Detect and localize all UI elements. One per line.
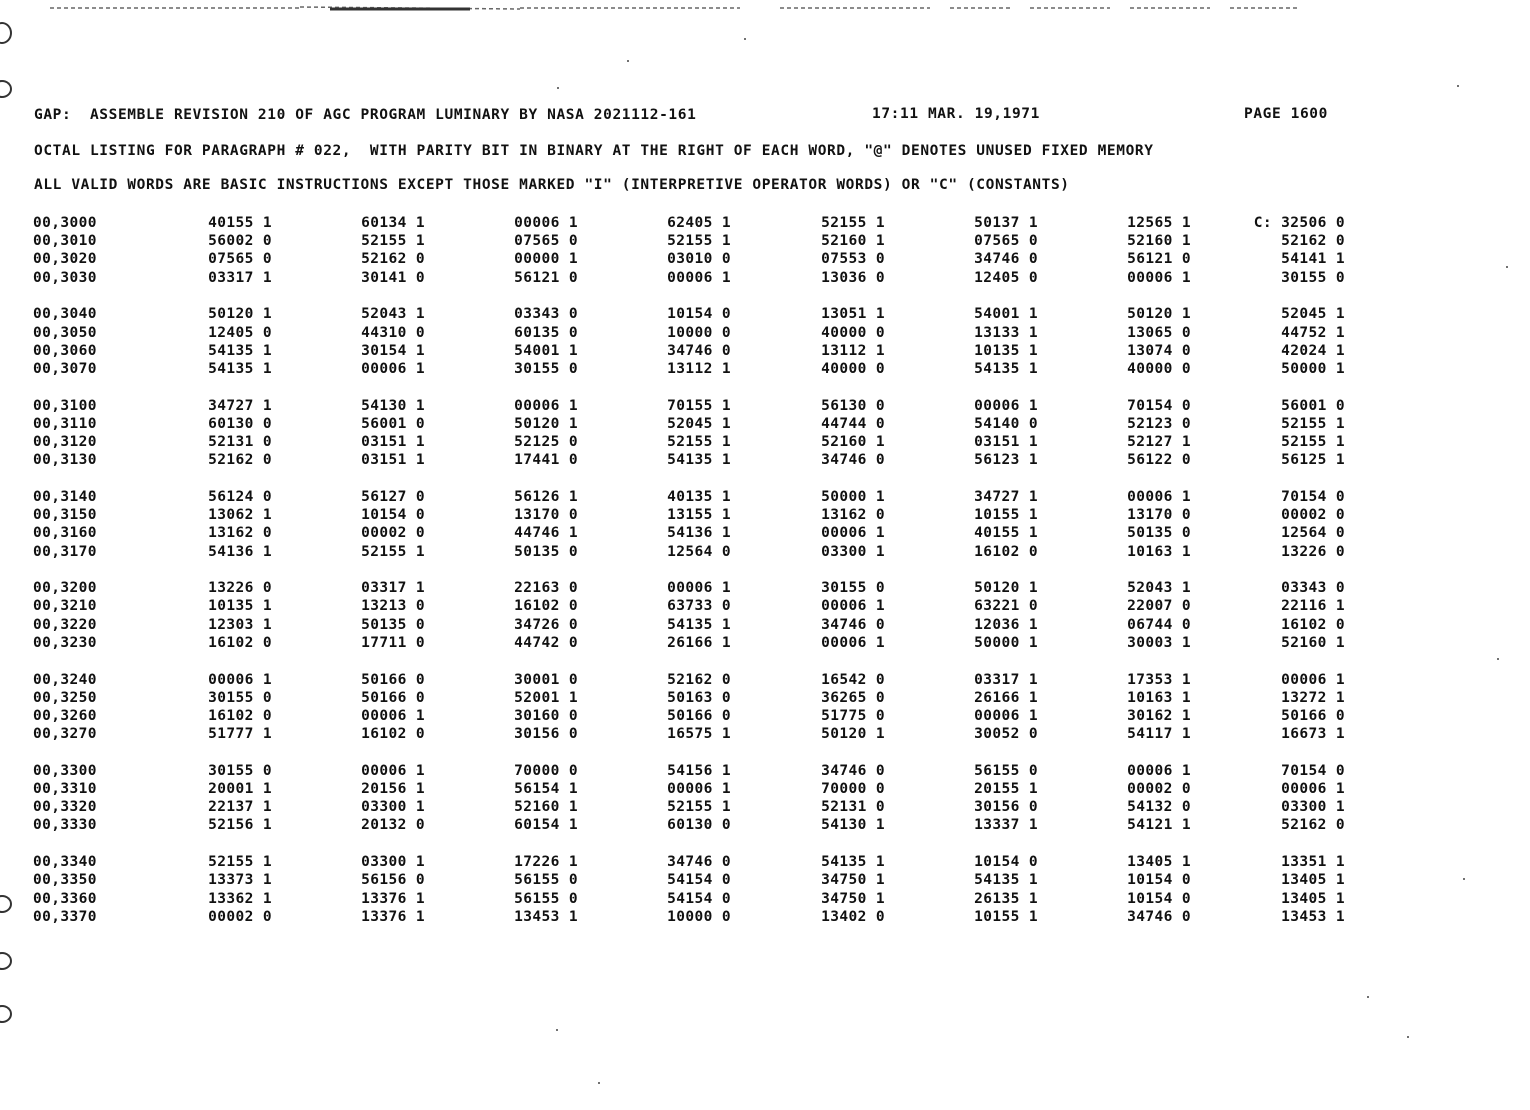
octal-word: 34746 0 <box>974 251 1038 268</box>
octal-word: 54136 1 <box>667 525 731 542</box>
octal-word: 34746 0 <box>1127 908 1191 925</box>
octal-word: 70154 0 <box>1281 488 1345 505</box>
octal-word: 13405 1 <box>1127 854 1191 871</box>
row-address: 00,3360 <box>33 890 97 907</box>
octal-word: 20001 1 <box>208 781 272 797</box>
octal-word: 13133 1 <box>974 324 1038 341</box>
octal-word: 13074 0 <box>1127 342 1191 359</box>
octal-word: 56121 0 <box>1127 251 1191 268</box>
octal-word: 16102 0 <box>514 598 578 615</box>
octal-word: 13405 1 <box>1281 890 1345 907</box>
octal-word: 30155 0 <box>208 689 272 706</box>
octal-word: 56156 0 <box>361 872 425 889</box>
octal-word: 10154 0 <box>361 507 425 524</box>
octal-word: 56124 0 <box>208 488 272 505</box>
octal-word: 00006 1 <box>821 525 885 542</box>
octal-word: 30154 1 <box>361 342 425 359</box>
octal-word: 13226 0 <box>1281 543 1345 560</box>
octal-word: 50166 0 <box>361 689 425 706</box>
octal-word: 52160 1 <box>821 233 885 250</box>
octal-word: 34746 0 <box>667 342 731 359</box>
row-address: 00,3120 <box>33 434 97 450</box>
octal-word: 50120 1 <box>974 580 1038 597</box>
octal-word: C: 32506 0 <box>1253 215 1345 231</box>
row-address: 00,3370 <box>33 908 97 925</box>
octal-word: 40135 1 <box>667 488 731 505</box>
octal-word: 00002 0 <box>1281 507 1345 524</box>
octal-word: 44752 1 <box>1281 324 1345 341</box>
octal-word: 16102 0 <box>208 634 272 651</box>
octal-word: 70154 0 <box>1281 762 1345 779</box>
octal-word: 10135 1 <box>208 598 272 615</box>
octal-word: 00006 1 <box>514 397 578 414</box>
octal-word: 50000 1 <box>974 634 1038 651</box>
octal-word: 36265 0 <box>821 689 885 706</box>
octal-word: 50000 1 <box>1281 360 1345 377</box>
octal-word: 56155 0 <box>974 762 1038 779</box>
octal-word: 03300 1 <box>361 799 425 816</box>
octal-word: 10155 1 <box>974 507 1038 524</box>
octal-word: 00006 1 <box>1127 488 1191 505</box>
octal-word: 10135 1 <box>974 342 1038 359</box>
octal-word: 52160 1 <box>1281 634 1345 651</box>
octal-word: 52045 1 <box>667 415 731 432</box>
octal-word: 00006 1 <box>1127 269 1191 286</box>
octal-word: 54135 1 <box>667 616 731 633</box>
octal-word: 40155 1 <box>974 525 1038 542</box>
octal-word: 34746 0 <box>821 762 885 779</box>
octal-word: 12564 0 <box>667 543 731 560</box>
octal-word: 56125 1 <box>1281 452 1345 469</box>
octal-word: 13155 1 <box>667 507 731 524</box>
octal-word: 13112 1 <box>821 342 885 359</box>
octal-word: 54135 1 <box>974 872 1038 889</box>
octal-word: 17711 0 <box>361 634 425 651</box>
octal-word: 03317 1 <box>974 671 1038 688</box>
octal-word: 34746 0 <box>821 616 885 633</box>
octal-word: 13170 0 <box>514 507 578 524</box>
octal-word: 52125 0 <box>514 434 578 450</box>
octal-word: 34750 1 <box>821 872 885 889</box>
octal-word: 00002 0 <box>1127 781 1191 797</box>
octal-word: 13337 1 <box>974 817 1038 834</box>
octal-word: 16575 1 <box>667 726 731 743</box>
octal-word: 13351 1 <box>1281 854 1345 871</box>
row-address: 00,3300 <box>33 762 97 779</box>
octal-word: 30155 0 <box>514 360 578 377</box>
octal-word: 52155 1 <box>667 799 731 816</box>
row-address: 00,3240 <box>33 671 97 688</box>
octal-word: 10163 1 <box>1127 689 1191 706</box>
octal-word: 00006 1 <box>361 707 425 724</box>
octal-word: 07565 0 <box>974 233 1038 250</box>
octal-word: 50120 1 <box>1127 306 1191 323</box>
row-address: 00,3000 <box>33 215 97 231</box>
octal-word: 20155 1 <box>974 781 1038 797</box>
row-address: 00,3110 <box>33 415 97 432</box>
octal-word: 60130 0 <box>667 817 731 834</box>
octal-word: 12405 0 <box>974 269 1038 286</box>
octal-word: 56130 0 <box>821 397 885 414</box>
row-address: 00,3200 <box>33 580 97 597</box>
octal-word: 22007 0 <box>1127 598 1191 615</box>
octal-word: 62405 1 <box>667 215 731 231</box>
octal-word: 13376 1 <box>361 890 425 907</box>
octal-word: 54121 1 <box>1127 817 1191 834</box>
octal-word: 54135 1 <box>208 360 272 377</box>
octal-word: 00006 1 <box>667 269 731 286</box>
octal-word: 44310 0 <box>361 324 425 341</box>
octal-word: 13213 0 <box>361 598 425 615</box>
header-listing-description: OCTAL LISTING FOR PARAGRAPH # 022, WITH PARITY BIT IN BINARY AT THE RIGHT OF EACH WORD, "@" DENOTES UNUSED FIXED MEMORY <box>34 143 1154 159</box>
row-address: 00,3250 <box>33 689 97 706</box>
row-address: 00,3150 <box>33 507 97 524</box>
octal-word: 07565 0 <box>208 251 272 268</box>
octal-word: 50120 1 <box>821 726 885 743</box>
octal-word: 30156 0 <box>514 726 578 743</box>
octal-word: 00006 1 <box>361 762 425 779</box>
octal-word: 13453 1 <box>514 908 578 925</box>
octal-word: 13062 1 <box>208 507 272 524</box>
octal-word: 30155 0 <box>821 580 885 597</box>
octal-word: 52160 1 <box>514 799 578 816</box>
octal-word: 03151 1 <box>974 434 1038 450</box>
octal-word: 63733 0 <box>667 598 731 615</box>
octal-word: 03300 1 <box>361 854 425 871</box>
header-timestamp: 17:11 MAR. 19,1971 <box>872 106 1040 122</box>
octal-word: 52131 0 <box>821 799 885 816</box>
octal-word: 03010 0 <box>667 251 731 268</box>
octal-word: 22163 0 <box>514 580 578 597</box>
row-address: 00,3220 <box>33 616 97 633</box>
octal-word: 07565 0 <box>514 233 578 250</box>
octal-word: 12565 1 <box>1127 215 1191 231</box>
octal-word: 54154 0 <box>667 872 731 889</box>
octal-word: 56127 0 <box>361 488 425 505</box>
octal-word: 52162 0 <box>361 251 425 268</box>
octal-word: 70000 0 <box>514 762 578 779</box>
octal-word: 52160 1 <box>1127 233 1191 250</box>
octal-word: 54136 1 <box>208 543 272 560</box>
octal-word: 40000 0 <box>821 360 885 377</box>
octal-word: 63221 0 <box>974 598 1038 615</box>
octal-word: 52155 1 <box>1281 415 1345 432</box>
octal-word: 30052 0 <box>974 726 1038 743</box>
octal-word: 50137 1 <box>974 215 1038 231</box>
octal-word: 13376 1 <box>361 908 425 925</box>
octal-word: 52162 0 <box>667 671 731 688</box>
octal-word: 12303 1 <box>208 616 272 633</box>
octal-word: 00006 1 <box>821 634 885 651</box>
octal-word: 52162 0 <box>1281 233 1345 250</box>
octal-word: 60130 0 <box>208 415 272 432</box>
octal-word: 30160 0 <box>514 707 578 724</box>
row-address: 00,3040 <box>33 306 97 323</box>
octal-word: 13402 0 <box>821 908 885 925</box>
octal-word: 52127 1 <box>1127 434 1191 450</box>
octal-word: 06744 0 <box>1127 616 1191 633</box>
octal-word: 26166 1 <box>667 634 731 651</box>
octal-word: 60154 1 <box>514 817 578 834</box>
row-address: 00,3050 <box>33 324 97 341</box>
octal-word: 13453 1 <box>1281 908 1345 925</box>
octal-word: 17353 1 <box>1127 671 1191 688</box>
octal-word: 56001 0 <box>1281 397 1345 414</box>
octal-word: 03343 0 <box>514 306 578 323</box>
octal-word: 34727 1 <box>974 488 1038 505</box>
octal-word: 10154 0 <box>974 854 1038 871</box>
octal-word: 56126 1 <box>514 488 578 505</box>
octal-word: 03300 1 <box>821 543 885 560</box>
row-address: 00,3350 <box>33 872 97 889</box>
octal-word: 10154 0 <box>1127 890 1191 907</box>
octal-word: 00006 1 <box>667 580 731 597</box>
row-address: 00,3330 <box>33 817 97 834</box>
octal-word: 10000 0 <box>667 324 731 341</box>
octal-word: 54140 0 <box>974 415 1038 432</box>
octal-word: 13051 1 <box>821 306 885 323</box>
octal-word: 13170 0 <box>1127 507 1191 524</box>
row-address: 00,3260 <box>33 707 97 724</box>
octal-word: 30003 1 <box>1127 634 1191 651</box>
octal-word: 50166 0 <box>1281 707 1345 724</box>
octal-word: 52123 0 <box>1127 415 1191 432</box>
row-address: 00,3100 <box>33 397 97 414</box>
octal-word: 50120 1 <box>514 415 578 432</box>
octal-word: 40000 0 <box>821 324 885 341</box>
octal-word: 16542 0 <box>821 671 885 688</box>
octal-word: 54130 1 <box>361 397 425 414</box>
octal-word: 42024 1 <box>1281 342 1345 359</box>
octal-word: 00006 1 <box>1281 781 1345 797</box>
octal-word: 10155 1 <box>974 908 1038 925</box>
octal-word: 54156 1 <box>667 762 731 779</box>
octal-word: 12405 0 <box>208 324 272 341</box>
octal-word: 13036 0 <box>821 269 885 286</box>
octal-word: 17226 1 <box>514 854 578 871</box>
octal-word: 52162 0 <box>208 452 272 469</box>
octal-word: 50166 0 <box>361 671 425 688</box>
octal-word: 54135 1 <box>667 452 731 469</box>
octal-word: 52160 1 <box>821 434 885 450</box>
octal-word: 00006 1 <box>974 707 1038 724</box>
octal-word: 10154 0 <box>667 306 731 323</box>
octal-word: 03151 1 <box>361 452 425 469</box>
octal-word: 56154 1 <box>514 781 578 797</box>
octal-word: 44742 0 <box>514 634 578 651</box>
octal-word: 54154 0 <box>667 890 731 907</box>
octal-word: 54001 1 <box>514 342 578 359</box>
octal-word: 50166 0 <box>667 707 731 724</box>
octal-word: 20132 0 <box>361 817 425 834</box>
octal-word: 16673 1 <box>1281 726 1345 743</box>
octal-word: 00006 1 <box>821 598 885 615</box>
octal-word: 52043 1 <box>1127 580 1191 597</box>
octal-word: 20156 1 <box>361 781 425 797</box>
octal-word: 54135 1 <box>208 342 272 359</box>
octal-word: 03317 1 <box>208 269 272 286</box>
octal-word: 13362 1 <box>208 890 272 907</box>
header-legend: ALL VALID WORDS ARE BASIC INSTRUCTIONS EXCEPT THOSE MARKED "I" (INTERPRETIVE OPERATOR WORDS) OR "C" (CONSTANTS) <box>34 177 1070 193</box>
octal-word: 56155 0 <box>514 890 578 907</box>
octal-word: 03300 1 <box>1281 799 1345 816</box>
octal-word: 00006 1 <box>361 360 425 377</box>
octal-word: 54130 1 <box>821 817 885 834</box>
octal-word: 50135 0 <box>514 543 578 560</box>
octal-word: 56002 0 <box>208 233 272 250</box>
octal-word: 17441 0 <box>514 452 578 469</box>
octal-word: 30162 1 <box>1127 707 1191 724</box>
octal-word: 13065 0 <box>1127 324 1191 341</box>
row-address: 00,3270 <box>33 726 97 743</box>
octal-word: 50163 0 <box>667 689 731 706</box>
octal-word: 00006 1 <box>208 671 272 688</box>
octal-word: 52156 1 <box>208 817 272 834</box>
row-address: 00,3030 <box>33 269 97 286</box>
octal-word: 52155 1 <box>208 854 272 871</box>
row-address: 00,3070 <box>33 360 97 377</box>
octal-word: 13272 1 <box>1281 689 1345 706</box>
row-address: 00,3010 <box>33 233 97 250</box>
octal-word: 70154 0 <box>1127 397 1191 414</box>
row-address: 00,3310 <box>33 781 97 797</box>
octal-word: 56001 0 <box>361 415 425 432</box>
octal-word: 52131 0 <box>208 434 272 450</box>
octal-word: 52155 1 <box>361 543 425 560</box>
octal-word: 26135 1 <box>974 890 1038 907</box>
header-page-number: PAGE 1600 <box>1244 106 1328 122</box>
octal-word: 56121 0 <box>514 269 578 286</box>
octal-word: 56155 0 <box>514 872 578 889</box>
octal-word: 13162 0 <box>208 525 272 542</box>
octal-word: 54141 1 <box>1281 251 1345 268</box>
octal-word: 34746 0 <box>667 854 731 871</box>
octal-word: 16102 0 <box>361 726 425 743</box>
octal-word: 52045 1 <box>1281 306 1345 323</box>
octal-word: 22137 1 <box>208 799 272 816</box>
octal-word: 52155 1 <box>1281 434 1345 450</box>
octal-word: 34746 0 <box>821 452 885 469</box>
octal-word: 52155 1 <box>361 233 425 250</box>
octal-word: 00006 1 <box>667 781 731 797</box>
octal-word: 10163 1 <box>1127 543 1191 560</box>
octal-word: 13162 0 <box>821 507 885 524</box>
octal-word: 44744 0 <box>821 415 885 432</box>
octal-word: 50135 0 <box>1127 525 1191 542</box>
header-title: GAP: ASSEMBLE REVISION 210 OF AGC PROGRAM LUMINARY BY NASA 2021112-161 <box>34 107 697 123</box>
octal-word: 12564 0 <box>1281 525 1345 542</box>
octal-word: 13373 1 <box>208 872 272 889</box>
octal-word: 52001 1 <box>514 689 578 706</box>
octal-word: 16102 0 <box>1281 616 1345 633</box>
octal-word: 50135 0 <box>361 616 425 633</box>
octal-word: 40155 1 <box>208 215 272 231</box>
octal-word: 34726 0 <box>514 616 578 633</box>
row-address: 00,3340 <box>33 854 97 871</box>
row-address: 00,3060 <box>33 342 97 359</box>
octal-word: 00006 1 <box>1127 762 1191 779</box>
octal-word: 54135 1 <box>821 854 885 871</box>
octal-word: 54117 1 <box>1127 726 1191 743</box>
octal-word: 52155 1 <box>667 233 731 250</box>
octal-word: 22116 1 <box>1281 598 1345 615</box>
octal-word: 50000 1 <box>821 488 885 505</box>
octal-word: 00006 1 <box>1281 671 1345 688</box>
octal-word: 54135 1 <box>974 360 1038 377</box>
octal-word: 34727 1 <box>208 397 272 414</box>
octal-word: 70000 0 <box>821 781 885 797</box>
octal-word: 00006 1 <box>974 397 1038 414</box>
octal-word: 16102 0 <box>974 543 1038 560</box>
octal-word: 07553 0 <box>821 251 885 268</box>
octal-word: 30141 0 <box>361 269 425 286</box>
octal-word: 03317 1 <box>361 580 425 597</box>
octal-word: 03151 1 <box>361 434 425 450</box>
row-address: 00,3230 <box>33 634 97 651</box>
octal-word: 12036 1 <box>974 616 1038 633</box>
octal-word: 51775 0 <box>821 707 885 724</box>
octal-word: 54132 0 <box>1127 799 1191 816</box>
octal-word: 30155 0 <box>1281 269 1345 286</box>
octal-word: 70155 1 <box>667 397 731 414</box>
octal-word: 30001 0 <box>514 671 578 688</box>
octal-word: 60134 1 <box>361 215 425 231</box>
octal-word: 56122 0 <box>1127 452 1191 469</box>
octal-word: 51777 1 <box>208 726 272 743</box>
octal-word: 60135 0 <box>514 324 578 341</box>
row-address: 00,3320 <box>33 799 97 816</box>
octal-word: 54001 1 <box>974 306 1038 323</box>
octal-word: 00006 1 <box>514 215 578 231</box>
octal-word: 00000 1 <box>514 251 578 268</box>
octal-word: 00002 0 <box>361 525 425 542</box>
octal-word: 56123 1 <box>974 452 1038 469</box>
octal-word: 13112 1 <box>667 360 731 377</box>
row-address: 00,3210 <box>33 598 97 615</box>
octal-word: 44746 1 <box>514 525 578 542</box>
octal-word: 10154 0 <box>1127 872 1191 889</box>
octal-word: 52043 1 <box>361 306 425 323</box>
octal-word: 52155 1 <box>821 215 885 231</box>
octal-word: 00002 0 <box>208 908 272 925</box>
octal-word: 52162 0 <box>1281 817 1345 834</box>
row-address: 00,3130 <box>33 452 97 469</box>
octal-word: 26166 1 <box>974 689 1038 706</box>
octal-word: 03343 0 <box>1281 580 1345 597</box>
octal-word: 52155 1 <box>667 434 731 450</box>
octal-word: 10000 0 <box>667 908 731 925</box>
row-address: 00,3020 <box>33 251 97 268</box>
octal-word: 30156 0 <box>974 799 1038 816</box>
octal-word: 40000 0 <box>1127 360 1191 377</box>
octal-word: 13226 0 <box>208 580 272 597</box>
octal-word: 50120 1 <box>208 306 272 323</box>
row-address: 00,3160 <box>33 525 97 542</box>
octal-word: 13405 1 <box>1281 872 1345 889</box>
row-address: 00,3170 <box>33 543 97 560</box>
octal-word: 16102 0 <box>208 707 272 724</box>
octal-word: 34750 1 <box>821 890 885 907</box>
octal-word: 30155 0 <box>208 762 272 779</box>
row-address: 00,3140 <box>33 488 97 505</box>
